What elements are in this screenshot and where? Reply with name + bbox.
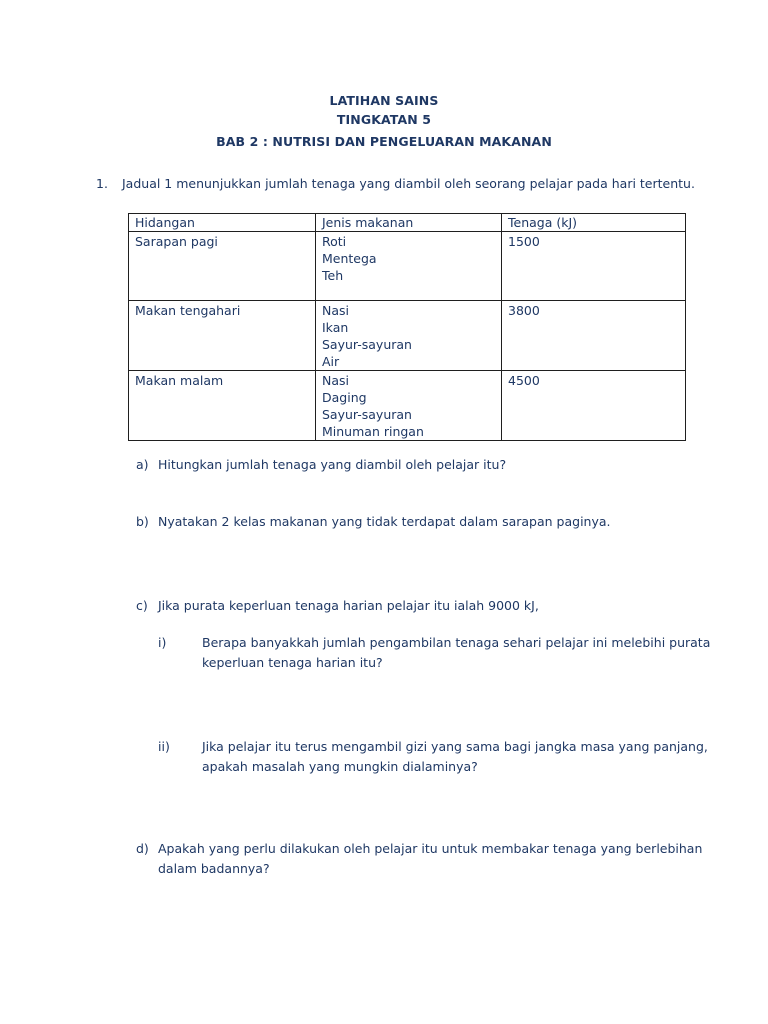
subquestion-line: Jika pelajar itu terus mengambil gizi yang sama bagi jangka masa yang panjang,: [202, 739, 708, 754]
question-text: Jadual 1 menunjukkan jumlah tenaga yang diambil oleh seorang pelajar pada hari tertentu.: [121, 176, 695, 191]
question-number: 1.: [96, 176, 108, 191]
food-item: Daging: [322, 390, 367, 405]
subquestion-label: c): [136, 598, 148, 613]
energy-cell: 4500: [502, 371, 686, 441]
subquestion-label: i): [158, 635, 167, 650]
meal-cell: Makan tengahari: [129, 301, 316, 371]
question-1: [96, 176, 695, 191]
energy-cell: 3800: [502, 301, 686, 371]
table-header-cell: Hidangan: [129, 214, 316, 232]
chapter-title: BAB 2 : NUTRISI DAN PENGELUARAN MAKANAN: [216, 134, 552, 149]
subquestion-text: [158, 839, 702, 879]
food-item: Ikan: [322, 320, 349, 335]
subquestion-line: Berapa banyakkah jumlah pengambilan tenaga sehari pelajar ini melebihi purata: [202, 635, 711, 650]
subquestion-label: d): [136, 841, 149, 856]
subquestion-label: ii): [158, 739, 170, 754]
foods-cell: [316, 232, 502, 301]
subquestion-line: dalam badannya?: [158, 861, 270, 876]
subquestion-label: b): [136, 514, 149, 529]
food-item: Minuman ringan: [322, 424, 424, 439]
subquestion-line: apakah masalah yang mungkin dialaminya?: [202, 759, 478, 774]
meal-cell: Makan malam: [129, 371, 316, 441]
subquestion-text: Nyatakan 2 kelas makanan yang tidak terdapat dalam sarapan paginya.: [158, 514, 611, 529]
table-header-row: [129, 214, 686, 232]
foods-cell: [316, 301, 502, 371]
energy-table: [128, 213, 686, 441]
food-item: Mentega: [322, 251, 377, 266]
food-item: Roti: [322, 234, 347, 249]
subquestion-line: Apakah yang perlu dilakukan oleh pelajar itu untuk membakar tenaga yang berlebihan: [158, 841, 703, 856]
subquestion-label: a): [136, 457, 149, 472]
worksheet-title: LATIHAN SAINS: [329, 93, 439, 108]
table-row: [129, 232, 686, 301]
subquestion-text: Hitungkan jumlah tenaga yang diambil oleh pelajar itu?: [158, 457, 507, 472]
meal-cell: Sarapan pagi: [129, 232, 316, 301]
table-row: [129, 301, 686, 371]
table-header-cell: Jenis makanan: [316, 214, 502, 232]
foods-cell: [316, 371, 502, 441]
food-item: Teh: [322, 268, 344, 283]
food-item: Air: [322, 354, 340, 369]
form-level: TINGKATAN 5: [336, 112, 432, 127]
table-header-cell: Tenaga (kJ): [502, 214, 686, 232]
food-item: Sayur-sayuran: [322, 407, 412, 422]
energy-cell: 1500: [502, 232, 686, 301]
food-item: Nasi: [322, 373, 349, 388]
table-row: [129, 371, 686, 441]
subquestion-text: [202, 737, 708, 777]
subquestion-line: keperluan tenaga harian itu?: [202, 655, 383, 670]
food-item: Nasi: [322, 303, 349, 318]
subquestion-text: Jika purata keperluan tenaga harian pelajar itu ialah 9000 kJ,: [158, 598, 539, 613]
subquestion-text: [202, 633, 710, 673]
food-item: Sayur-sayuran: [322, 337, 412, 352]
